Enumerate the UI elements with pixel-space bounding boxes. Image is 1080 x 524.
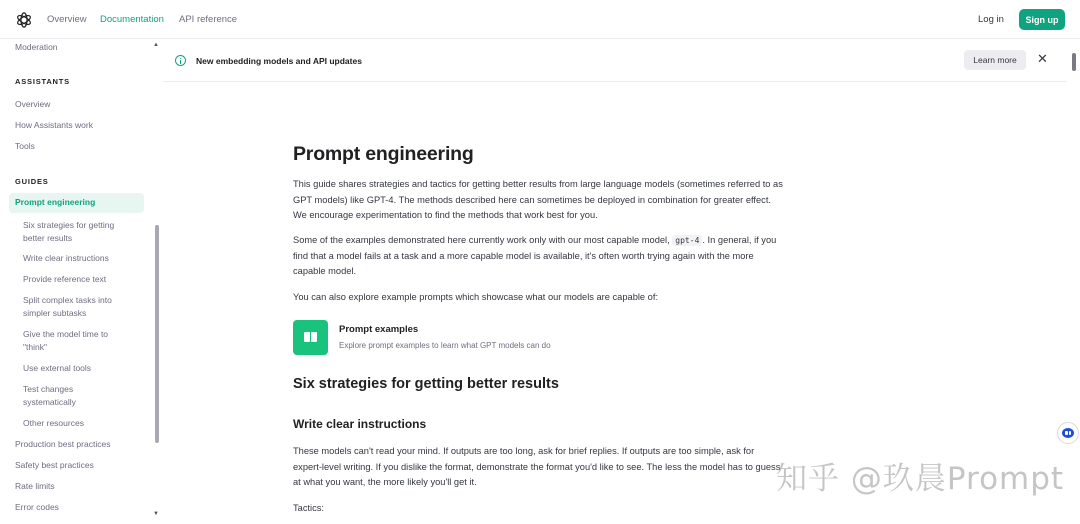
nav-overview-link[interactable]: Overview — [47, 14, 87, 25]
model-paragraph-text: Some of the examples demonstrated here currently work only with our most capable model, — [293, 235, 673, 245]
page-scrollbar-thumb[interactable] — [1072, 53, 1076, 71]
close-icon[interactable]: ✕ — [1037, 51, 1048, 66]
sidebar-item-tools[interactable]: Tools — [15, 141, 35, 151]
sidebar-item-six-strategies[interactable]: Six strategies for getting — [23, 220, 115, 230]
scroll-up-arrow-icon[interactable]: ▲ — [153, 42, 159, 48]
model-code: gpt-4 — [672, 235, 702, 246]
book-icon — [304, 332, 317, 342]
sidebar-item-write-clear-instructions[interactable]: Write clear instructions — [23, 253, 109, 263]
openai-logo-icon[interactable] — [15, 11, 33, 29]
section-heading: Six strategies for getting better results — [293, 376, 559, 392]
model-paragraph-text-end: . In general, if you find that a model fails at a task and a more capable model is available, it's often worth trying again with the more capable model. — [293, 235, 777, 277]
sidebar-item-provide-reference-text[interactable]: Provide reference text — [23, 274, 107, 284]
page-title: Prompt engineering — [293, 143, 474, 165]
top-navigation — [0, 0, 1080, 39]
sidebar-item-error-codes[interactable]: Error codes — [15, 502, 59, 512]
card-title: Prompt examples — [339, 324, 419, 335]
signup-button[interactable]: Sign up — [1019, 9, 1065, 30]
model-paragraph — [293, 233, 785, 280]
sidebar-item-split-complex-tasks[interactable]: Split complex tasks into — [23, 295, 112, 305]
tactics-label: Tactics: — [293, 503, 324, 513]
announcement-banner — [163, 39, 1067, 82]
sidebar-item-safety-best-practices[interactable]: Safety best practices — [15, 460, 94, 470]
sidebar-item-production-best-practices[interactable]: Production best practices — [15, 439, 111, 449]
learn-more-button[interactable]: Learn more — [964, 50, 1026, 70]
sidebar-item-moderation[interactable]: Moderation — [15, 42, 58, 52]
scroll-down-arrow-icon[interactable]: ▼ — [153, 511, 159, 517]
sidebar-item-how-assistants-work[interactable]: How Assistants work — [15, 120, 93, 130]
nav-api-reference-link[interactable]: API reference — [179, 14, 238, 25]
main-content — [163, 82, 1067, 524]
sidebar-item-give-model-time[interactable]: Give the model time to — [23, 329, 109, 339]
card-icon-tile — [293, 320, 328, 355]
sidebar-item-use-external-tools[interactable]: Use external tools — [23, 363, 92, 373]
sidebar-heading-assistants: ASSISTANTS — [15, 77, 70, 86]
sidebar-item-assistants-overview[interactable]: Overview — [15, 99, 51, 109]
login-link[interactable]: Log in — [978, 14, 1004, 25]
sidebar — [0, 39, 163, 524]
sidebar-item-give-model-time-line2[interactable]: "think" — [23, 342, 47, 352]
sidebar-heading-guides: GUIDES — [15, 177, 49, 186]
sidebar-item-prompt-engineering[interactable]: Prompt engineering — [15, 197, 96, 207]
sidebar-item-test-changes-line2[interactable]: systematically — [23, 397, 76, 407]
explore-paragraph: You can also explore example prompts which showcase what our models are capable of: — [293, 292, 659, 302]
sidebar-item-other-resources[interactable]: Other resources — [23, 418, 84, 428]
intro-paragraph: This guide shares strategies and tactics for getting better results from large language models (sometimes referred to as GPT models) like GPT-4. The methods described here can sometimes be deployed in combination for greater effect. We encourage experimentation to find the methods that work best for you. — [293, 179, 783, 221]
sidebar-scrollbar-thumb[interactable] — [155, 225, 159, 443]
prompt-examples-card[interactable] — [293, 320, 593, 358]
page-scrollbar[interactable] — [1067, 39, 1080, 524]
sidebar-item-test-changes[interactable]: Test changes — [23, 384, 74, 394]
banner-text: New embedding models and API updates — [196, 56, 362, 66]
nav-documentation-link[interactable]: Documentation — [100, 14, 164, 25]
assistant-float-button[interactable] — [1057, 422, 1079, 444]
sidebar-item-six-strategies-line2[interactable]: better results — [23, 233, 73, 243]
zhihu-watermark: 知乎 @玖晨Prompt — [776, 461, 1065, 497]
sidebar-item-rate-limits[interactable]: Rate limits — [15, 481, 55, 491]
assistant-face-icon — [1062, 428, 1074, 438]
instructions-paragraph: These models can't read your mind. If outputs are too long, ask for brief replies. If outputs are too simple, ask for expert-level writing. If you dislike the format, demonstrate the format you'd like to see. The less the model has to guess at what you want, the more likely you'll get it. — [293, 446, 781, 488]
sidebar-item-split-complex-tasks-line2[interactable]: simpler subtasks — [23, 308, 87, 318]
subsection-heading: Write clear instructions — [293, 417, 427, 431]
card-description: Explore prompt examples to learn what GPT models can do — [339, 341, 551, 350]
info-icon — [175, 55, 186, 66]
